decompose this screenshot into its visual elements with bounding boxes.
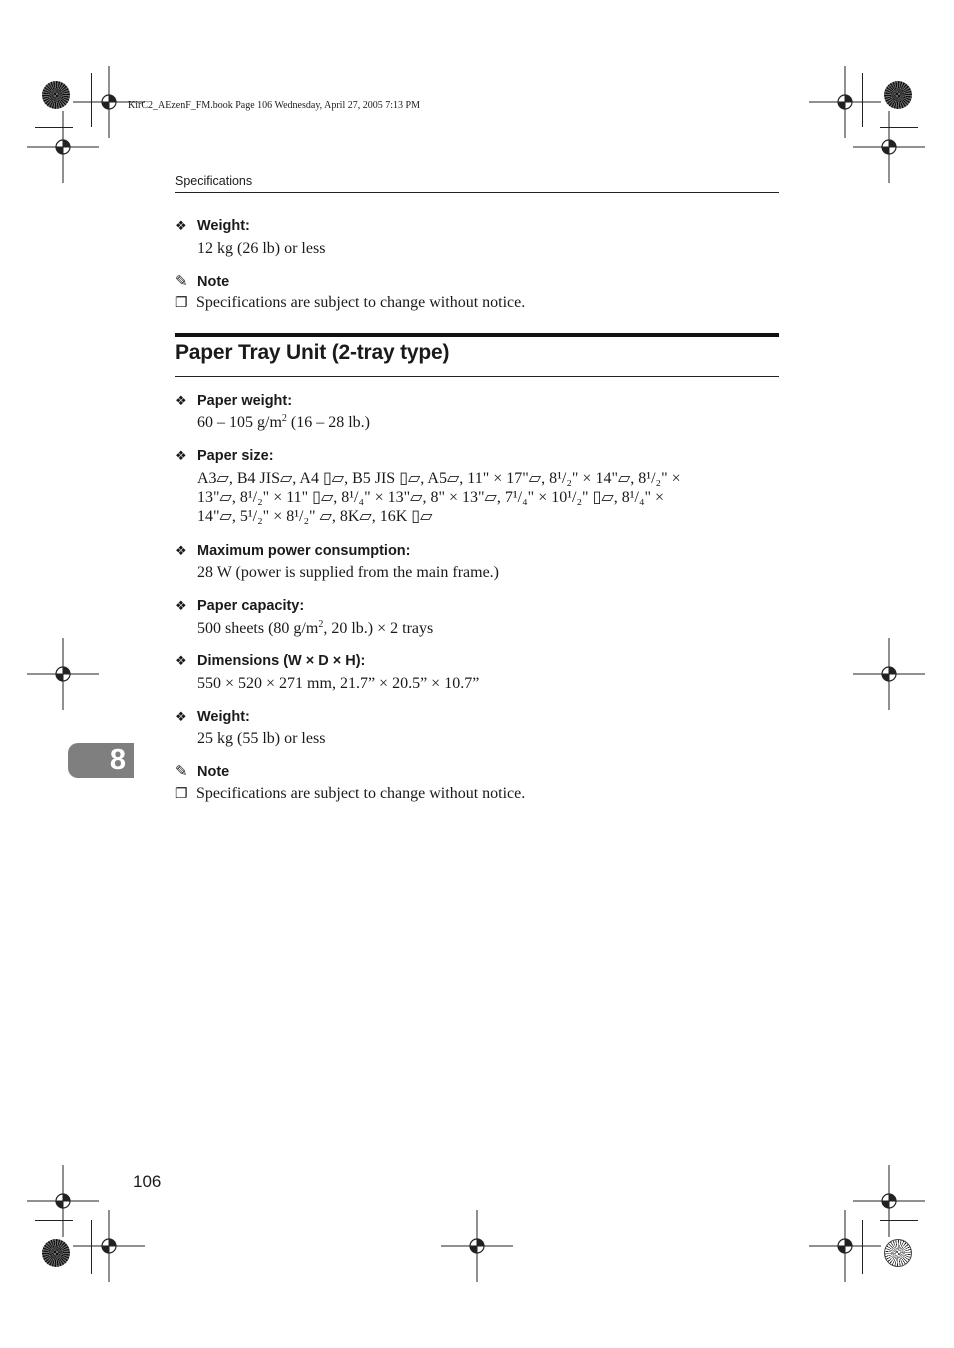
diamond-bullet-icon: ❖ <box>175 709 187 724</box>
color-wheel-mark <box>884 81 912 109</box>
spec-value-paper-size-line: 13"▱, 8¹/₂" × 11" ▯▱, 8¹/₄" × 13"▱, 8" × 13"▱, 7¹/₄" × 10¹/₂" ▯▱, 8¹/₄" × <box>197 489 665 506</box>
spec-value-weight-top: 12 kg (26 lb) or less <box>197 240 326 257</box>
color-wheel-mark <box>42 81 70 109</box>
print-slug: KirC2_AEzenF_FM.book Page 106 Wednesday, April 27, 2005 7:13 PM <box>128 100 420 111</box>
spec-label-paper-capacity: ❖ Paper capacity: <box>175 598 305 614</box>
color-wheel-mark <box>42 1239 70 1267</box>
section-top-rule <box>175 333 779 337</box>
registration-mark <box>73 1210 145 1282</box>
spec-value-paper-weight: 60 – 105 $g/m^2$ (16 – 28 lb.) <box>197 413 370 431</box>
spec-value-paper-capacity: 500 sheets (80 $g/m^2$, 20 lb.) × 2 trays <box>197 619 434 637</box>
diamond-bullet-icon: ❖ <box>175 653 187 668</box>
diamond-bullet-icon: ❖ <box>175 393 187 408</box>
running-head: Specifications <box>175 174 253 188</box>
spec-value-dimensions: 550 × 520 × 271 mm, 21.7” × 20.5” × 10.7” <box>197 675 480 692</box>
registration-mark <box>853 638 925 710</box>
spec-label-dimensions: ❖ Dimensions (W × D × H): <box>175 653 366 669</box>
diamond-bullet-icon: ❖ <box>175 543 187 558</box>
spec-label-weight: ❖ Weight: <box>175 709 250 725</box>
pencil-note-icon: ✎ <box>175 763 188 780</box>
chapter-number: 8 <box>109 744 126 776</box>
spec-value-paper-size-line: A3▱, B4 JIS▱, A4 ▯▱, B5 JIS ▯▱, A5▱, 11" × 17"▱, 8¹/₂" × 14"▱, 8¹/₂" × <box>197 470 681 487</box>
header-rule <box>175 192 779 193</box>
pencil-note-icon: ✎ <box>175 273 188 290</box>
registration-mark <box>809 1210 881 1282</box>
spec-label-power-consumption: ❖ Maximum power consumption: <box>175 543 411 559</box>
registration-mark <box>441 1210 513 1282</box>
diamond-bullet-icon: ❖ <box>175 448 187 463</box>
checkbox-icon: ❐ <box>175 787 188 802</box>
spec-value-paper-size-line: 14"▱, 5¹/₂" × 8¹/₂" ▱, 8K▱, 16K ▯▱ <box>197 508 433 525</box>
spec-label-paper-size: ❖ Paper size: <box>175 448 274 464</box>
note-item: ❐ Specifications are subject to change without notice. <box>175 785 526 802</box>
diamond-bullet-icon: ❖ <box>175 598 187 613</box>
chapter-tab <box>68 743 134 778</box>
spec-value-power-consumption: 28 W (power is supplied from the main frame.) <box>197 564 499 581</box>
note-heading: ✎ Note <box>175 273 230 290</box>
registration-mark <box>27 638 99 710</box>
page-number: 106 <box>133 1172 162 1191</box>
section-title: Paper Tray Unit (2-tray type) <box>175 341 450 364</box>
note-heading: ✎ Note <box>175 763 230 780</box>
color-wheel-mark <box>884 1239 912 1267</box>
registration-mark <box>809 66 881 138</box>
checkbox-icon: ❐ <box>175 296 188 311</box>
spec-label-weight-top: ❖ Weight: <box>175 218 250 234</box>
spec-value-weight: 25 kg (55 lb) or less <box>197 730 326 747</box>
diamond-bullet-icon: ❖ <box>175 218 187 233</box>
spec-label-paper-weight: ❖ Paper weight: <box>175 393 293 409</box>
section-bottom-rule <box>175 376 779 377</box>
note-item: ❐ Specifications are subject to change without notice. <box>175 294 526 311</box>
